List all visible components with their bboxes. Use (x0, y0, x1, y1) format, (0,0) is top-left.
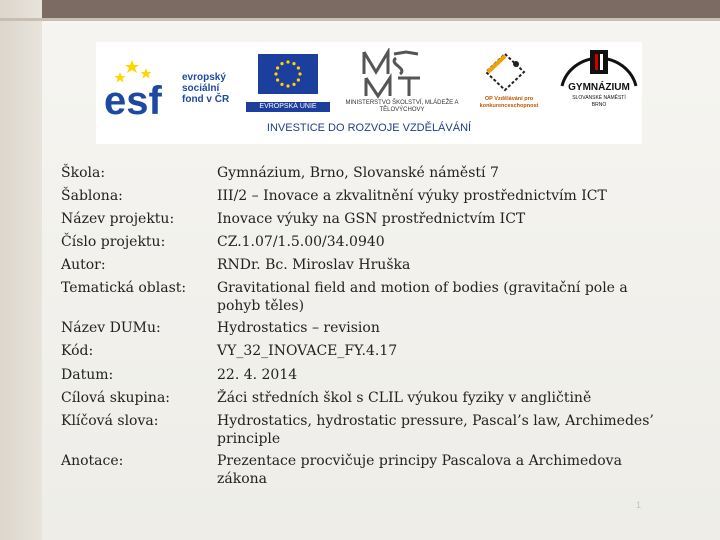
eu-star-icon (276, 66, 279, 69)
eu-star-icon (286, 84, 289, 87)
eu-star-icon (292, 62, 295, 65)
eu-flag-icon (258, 54, 318, 94)
esf-text (182, 72, 229, 105)
label-klicova-slova: Klíčová slova: (61, 413, 159, 429)
eu-star-icon (286, 60, 289, 63)
gym-sub: SLOVANSKÉ NÁMĚSTÍ (572, 95, 626, 101)
op-label: OP Vzdělávání pro konkurenceschopnost (479, 96, 539, 109)
value-klicova-slova: Hydrostatics, hydrostatic pressure, Pascal’s law, Archimedes’ principle (217, 413, 654, 447)
esf-line-3: fond v ČR (182, 94, 230, 105)
eu-star-icon (280, 83, 283, 86)
eu-star-icon (297, 78, 300, 81)
gym-name: GYMNÁZIUM (568, 82, 630, 93)
label-cilova-skupina: Cílová skupina: (61, 390, 171, 406)
esf-line-1: evropský (182, 72, 226, 83)
value-nazev-dumu: Hydrostatics – revision (217, 320, 380, 336)
label-nazev-projektu: Název projektu: (61, 211, 175, 227)
eu-star-icon (292, 83, 295, 86)
eu-star-icon (276, 78, 279, 81)
label-skola: Škola: (61, 165, 106, 181)
gymnazium-logo (558, 46, 640, 116)
gym-city: BRNO (591, 102, 607, 108)
label-datum: Datum: (61, 367, 114, 383)
msmt-label: MINISTERSTVO ŠKOLSTVÍ, MLÁDEŽE A TĚLOVÝCHOVY (345, 100, 459, 113)
top-accent-bar (42, 0, 720, 18)
label-kod: Kód: (61, 343, 94, 359)
eu-label: EVROPSKÁ UNIE (246, 102, 330, 112)
value-skola: Gymnázium, Brno, Slovanské náměstí 7 (217, 165, 499, 181)
top-divider (0, 18, 720, 21)
page-number: 1 (636, 500, 642, 510)
label-anotace: Anotace: (61, 453, 124, 469)
op-logo-icon (480, 50, 530, 94)
value-sablona: III/2 – Inovace a zkvalitnění výuky prostřednictvím ICT (217, 188, 607, 204)
value-kod: VY_32_INOVACE_FY.4.17 (217, 343, 398, 359)
eu-star-icon (280, 62, 283, 65)
label-nazev-dumu: Název DUMu: (61, 320, 161, 336)
logo-banner (96, 42, 642, 144)
label-sablona: Šablona: (61, 188, 123, 204)
label-autor: Autor: (61, 257, 106, 273)
value-cilova-skupina: Žáci středních škol s CLIL výukou fyziky v angličtině (217, 390, 592, 406)
eu-star-icon (274, 72, 277, 75)
eu-star-icon (298, 72, 301, 75)
msmt-logo-icon (358, 48, 428, 100)
left-strip (0, 0, 42, 540)
eu-star-icon (297, 66, 300, 69)
label-cislo-projektu: Číslo projektu: (61, 234, 166, 250)
svg-text:esf: esf (104, 79, 162, 118)
investice-slogan: INVESTICE DO ROZVOJE VZDĚLÁVÁNÍ (266, 122, 472, 134)
value-datum: 22. 4. 2014 (217, 367, 298, 383)
esf-logo-icon (102, 54, 184, 118)
esf-line-2: sociální (182, 83, 220, 94)
value-autor: RNDr. Bc. Miroslav Hruška (217, 257, 411, 273)
value-anotace: Prezentace procvičuje principy Pascalova a Archimedova zákona (217, 453, 622, 487)
value-nazev-projektu: Inovace výuky na GSN prostřednictvím ICT (217, 211, 526, 227)
value-tematicka-oblast: Gravitational field and motion of bodies (gravitační pole a pohyb těles) (217, 280, 628, 314)
value-cislo-projektu: CZ.1.07/1.5.00/34.0940 (217, 234, 385, 250)
label-tematicka-oblast: Tematická oblast: (61, 280, 187, 296)
